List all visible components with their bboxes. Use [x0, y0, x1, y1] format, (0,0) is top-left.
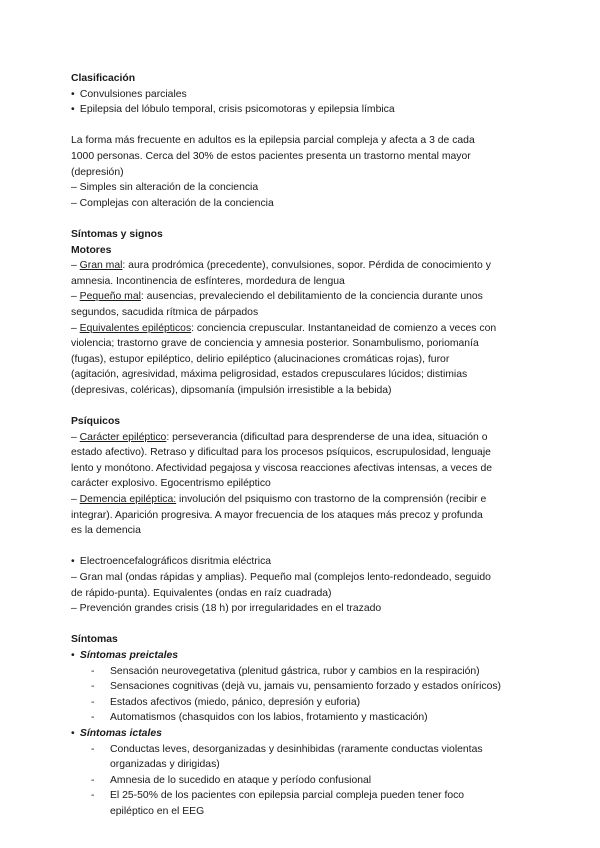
paragraph-line: La forma más frecuente en adultos es la epilepsia parcial compleja y afecta a 3 de cada [71, 135, 475, 147]
paragraph-line: (depresión) [71, 166, 124, 178]
section-title-clasificacion: Clasificación [71, 73, 136, 84]
bullet-item: • Epilepsia del lóbulo temporal, crisis psicomotoras y epilepsia límbica [71, 102, 531, 118]
definition-line: – Gran mal: aura prodrómica (precedente), convulsiones, sopor. Pérdida de conocimiento y [71, 260, 491, 272]
subsection-title-psiquicos: Psíquicos [71, 416, 121, 428]
list-item: - Sensaciones cognitivas (dejà vu, jamais vu, pensamiento forzado y estados oníricos) [91, 681, 502, 693]
bullet-glyph: • [71, 104, 75, 116]
definition-line: – Equivalentes epilépticos: conciencia crepuscular. Instantaneidad de comienzo a veces con [71, 322, 497, 334]
paragraph-line: – Simples sin alteración de la conciencia [71, 182, 259, 194]
document-page [71, 71, 531, 820]
paragraph-line: segundos, sacudida rítmica de párpados [71, 306, 259, 318]
list-item: - Sensación neurovegetativa (plenitud gástrica, rubor y cambios en la respiración) [91, 665, 480, 677]
paragraph-line: violencia; trastorno grave de conciencia y amnesia posterior. Sonambulismo, poriomanía [71, 338, 479, 350]
bullet-item: • Convulsiones parciales [71, 87, 531, 103]
subsection-title-ictales: Síntomas ictales [79, 727, 162, 739]
list-item: - El 25-50% de los pacientes con epilepsia parcial compleja pueden tener foco epiléptico en el EEG [91, 790, 465, 817]
paragraph-line: – Prevención grandes crisis (18 h) por irregularidades en el trazado [71, 603, 382, 615]
subsection-title-preictales: Síntomas preictales [79, 649, 179, 661]
paragraph-line: (agitación, agresividad, máxima peligrosidad, estados crepusculares lúcidos; distimias [71, 369, 468, 381]
paragraph-line: integrar). Aparición progresiva. A mayor frecuencia de los ataques más precoz y profunda [71, 509, 483, 521]
paragraph-line: – Complejas con alteración de la conciencia [71, 197, 274, 209]
list-item: - Amnesia de lo sucedido en ataque y período confusional [91, 774, 372, 786]
term-gran-mal: Gran mal [79, 260, 123, 272]
paragraph-line: (depresivas, coléricas), dipsomanía (impulsión irresistible a la bebida) [71, 384, 392, 396]
bullet-glyph: • [71, 88, 75, 100]
bullet-item: • Electroencefalográficos disritmia eléctrica [71, 554, 531, 570]
list-item: - Estados afectivos (miedo, pánico, depresión y euforia) [91, 696, 361, 708]
definition-line: – Carácter epiléptico: perseverancia (dificultad para desprenderse de una idea, situación o [71, 431, 488, 443]
bullet-glyph: • [71, 556, 75, 568]
paragraph-line: lento y monótono. Afectividad pegajosa y viscosa reacciones afectivas intensas, a veces de [71, 462, 493, 474]
term-demencia: Demencia epiléptica: [79, 494, 177, 506]
paragraph-line: estado afectivo). Retraso y dificultad para los procesos psíquicos, escrupulosidad, lenguaje [71, 447, 491, 459]
definition-line: – Demencia epiléptica: involución del psiquismo con trastorno de la comprensión (recibir e [71, 494, 487, 506]
subsection-title-motores: Motores [71, 244, 112, 256]
section-title-sintomas-signos: Síntomas y signos [71, 228, 163, 240]
definition-line: – Pequeño mal: ausencias, prevaleciendo el debilitamiento de la conciencia durante unos [71, 291, 483, 303]
paragraph-line: (fugas), estupor epiléptico, delirio epiléptico (alucinaciones cromáticas rojas), furor [71, 353, 450, 365]
list-item: - Automatismos (chasquidos con los labios, frotamiento y masticación) [91, 712, 428, 724]
section-title-sintomas: Síntomas [71, 634, 118, 646]
bullet-heading [71, 726, 531, 742]
paragraph-line: de rápido-punta). Equivalentes (ondas en raíz cuadrada) [71, 587, 332, 599]
term-pequeno-mal: Pequeño mal [79, 291, 141, 303]
bullet-heading [71, 648, 531, 664]
paragraph-line: amnesia. Incontinencia de esfínteres, mordedura de lengua [71, 275, 345, 287]
paragraph-line: – Gran mal (ondas rápidas y amplias). Pequeño mal (complejos lento-redondeado, seguido [71, 572, 491, 583]
paragraph-line: 1000 personas. Cerca del 30% de estos pacientes presenta un trastorno mental mayor [71, 150, 471, 162]
bullet-glyph: • [71, 649, 75, 661]
bullet-glyph: • [71, 727, 75, 739]
term-equivalentes: Equivalentes epilépticos [79, 322, 192, 334]
paragraph-line: es la demencia [71, 525, 141, 537]
paragraph-line: carácter explosivo. Egocentrismo epiléptico [71, 478, 271, 490]
list-item: - Conductas leves, desorganizadas y desinhibidas (raramente conductas violentas organizadas y dirigidas) [91, 743, 483, 771]
term-caracter: Carácter epiléptico [79, 431, 167, 443]
